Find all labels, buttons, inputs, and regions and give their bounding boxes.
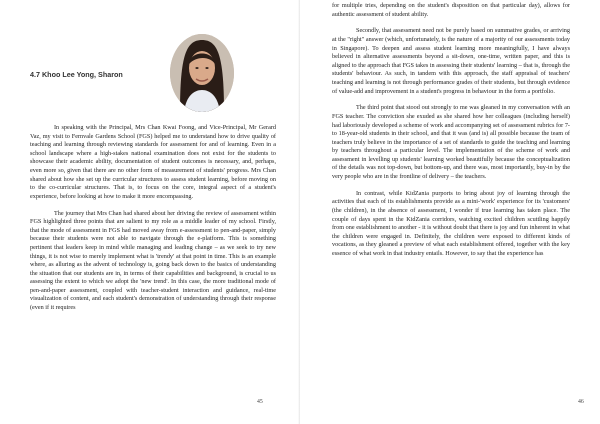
paragraph: In speaking with the Principal, Mrs Chan Kwai Foong, and Vice-Principal, Mr Gerard Vaz, my visit to Fernvale Gardens School (FGS) helped me to understand how to drive quality of teaching and learning through reviewing standards for assessment for and of learning. Even in a school landscape where a high-stakes national examination does not exist for the students to showcase their academic ability, documentation of student outcomes is necessary, and, perhaps, even more so, given that there are no other form of measurement of students' progress. Mrs Chan shared about how she set up the curricular structures to assess student learning, before moving on to the co-curricular structures. That is, to focus on the core, integral aspect of a student's experience, before looking at how to make it more encompassing. — [30, 124, 276, 200]
section-heading: 4.7 Khoo Lee Yong, Sharon — [30, 70, 123, 79]
left-text-column — [30, 124, 276, 321]
paragraph: The third point that stood out strongly to me was gleaned in my conversation with an FGS teacher. The conviction she exuded as she shared how her colleagues (including herself) had laboriously developed a scheme of work and accompanying set of assessment rubrics for 7- to 18-year-old students in their school, and that it was (and is) all possible because the team of teachers truly believe in the importance of a set of standards to guide the teaching and learning by teachers throughout a particular level. The implementation of the scheme of work and assessment in levelling up students' learning worked beautifully because the conceptualization of the details was not top-down, but bottom-up, and there was, most importantly, buy-in by the very people who are in the frontline of delivery – the teachers. — [332, 104, 570, 181]
paragraph: for multiple tries, depending on the student's disposition on that particular day), allows for authentic assessment of student ability. — [332, 2, 570, 18]
right-page — [300, 0, 600, 424]
page-number: 46 — [578, 399, 584, 405]
profile-header — [30, 34, 276, 116]
right-text-column — [332, 2, 570, 267]
paragraph: The journey that Mrs Chan had shared about her driving the review of assessment within FGS highlighted three points that are salient to my role as a middle leader of my school. Firstly, that the mode of assessment in FGS had moved away from e-assessment to pen-and-paper, simply because their students were not able to navigate through the e-platform. This is something pertinent that leaders keep in mind while managing and leading change – as we seek to try new things, it is not wise to merely implement what is 'trendy' at that point in time. This is an example where, as alluring as the advent of technology is, going back down to the basics of understanding the situation that our students are in, in terms of their capabilities and background, is crucial to us assessing the extent to which we adopt the 'new trend'. In this case, the more traditional mode of pen-and-paper assessment, coupled with teacher-student interaction and guidance, real-time visualization of content, and each student's demonstration of understanding through their response (even if it requires — [30, 209, 276, 312]
portrait-illustration — [170, 34, 234, 112]
portrait-photo — [170, 34, 234, 112]
paragraph: In contrast, while KidZania purports to bring about joy of learning through the activities that each of its establishments provide as a mini-'work' experience for its 'customers' (the children), in the absence of assessment, I wonder if true learning has taken place. The couple of days spent in the KidZania corridors, watching excited children scuttling happily from one establishment to another - it is without doubt that there is joy and fun inherent in what the children were engaged in. Definitely, the children were exposed to different kinds of vocations, as they gleaned a preview of what each establishment offered, together with the key essence of what work in that industry entails. However, to say that the experience has — [332, 189, 570, 257]
paragraph: Secondly, that assessment need not be purely based on summative grades, or arriving at the "right" answer (which, unfortunately, is the nature of a majority of our assessments today in Singapore). To deepen and assess student learning more meaningfully, I have always believed in alternative assessments beyond a sit-down, one-time, written paper, and this is aligned to the approach that FGS takes in assessing their students' learning – that is, through the students' behaviour. As such, in tandem with this approach, the staff appraisal of teachers' teaching and learning is not through performance grades of their students, but through evidence of value-add and improvement in a student's progress in behaviour in the form a portfolio. — [332, 27, 570, 95]
page-number: 45 — [257, 399, 263, 405]
